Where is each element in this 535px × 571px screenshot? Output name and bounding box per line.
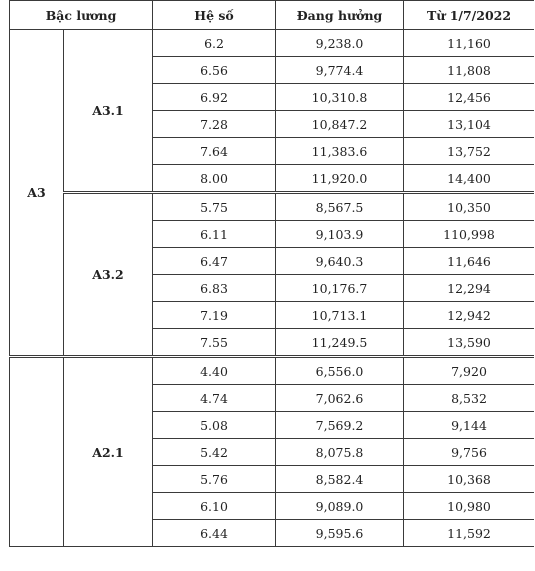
- dang-huong-cell: 9,238.0: [276, 30, 404, 57]
- tu-1-7-2022-cell: 7,920: [404, 357, 534, 385]
- he-so-cell: 5.75: [153, 193, 276, 221]
- rank-cell: [10, 357, 64, 547]
- dang-huong-cell: 9,774.4: [276, 57, 404, 84]
- he-so-cell: 5.08: [153, 412, 276, 439]
- he-so-cell: 6.56: [153, 57, 276, 84]
- he-so-cell: 6.47: [153, 248, 276, 275]
- dang-huong-cell: 10,713.1: [276, 302, 404, 329]
- tu-1-7-2022-cell: 11,592: [404, 520, 534, 547]
- dang-huong-cell: 11,383.6: [276, 138, 404, 165]
- tu-1-7-2022-cell: 11,160: [404, 30, 534, 57]
- subgroup-cell: A3.1: [64, 30, 153, 193]
- he-so-cell: 6.44: [153, 520, 276, 547]
- subgroup-cell: A3.2: [64, 193, 153, 357]
- tu-1-7-2022-cell: 110,998: [404, 221, 534, 248]
- tu-1-7-2022-cell: 9,756: [404, 439, 534, 466]
- dang-huong-cell: 8,567.5: [276, 193, 404, 221]
- header-he-so: Hệ số: [153, 1, 276, 30]
- dang-huong-cell: 9,595.6: [276, 520, 404, 547]
- dang-huong-cell: 11,249.5: [276, 329, 404, 357]
- tu-1-7-2022-cell: 13,752: [404, 138, 534, 165]
- he-so-cell: 6.2: [153, 30, 276, 57]
- dang-huong-cell: 8,582.4: [276, 466, 404, 493]
- dang-huong-cell: 10,176.7: [276, 275, 404, 302]
- he-so-cell: 7.28: [153, 111, 276, 138]
- dang-huong-cell: 9,103.9: [276, 221, 404, 248]
- he-so-cell: 7.55: [153, 329, 276, 357]
- he-so-cell: 4.74: [153, 385, 276, 412]
- table-row: [10, 30, 535, 57]
- header-tu-1-7-2022: Từ 1/7/2022: [404, 1, 534, 30]
- dang-huong-cell: 10,310.8: [276, 84, 404, 111]
- he-so-cell: 5.76: [153, 466, 276, 493]
- subgroup-cell: A2.1: [64, 357, 153, 547]
- tu-1-7-2022-cell: 11,808: [404, 57, 534, 84]
- dang-huong-cell: 9,089.0: [276, 493, 404, 520]
- tu-1-7-2022-cell: 9,144: [404, 412, 534, 439]
- tu-1-7-2022-cell: 14,400: [404, 165, 534, 193]
- he-so-cell: 6.10: [153, 493, 276, 520]
- tu-1-7-2022-cell: 8,532: [404, 385, 534, 412]
- table-row: [10, 357, 535, 385]
- tu-1-7-2022-cell: 12,294: [404, 275, 534, 302]
- he-so-cell: 7.64: [153, 138, 276, 165]
- tu-1-7-2022-cell: 13,104: [404, 111, 534, 138]
- header-dang-huong: Đang hưởng: [276, 1, 404, 30]
- table-body: [10, 30, 535, 547]
- dang-huong-cell: 10,847.2: [276, 111, 404, 138]
- salary-table: [9, 0, 534, 547]
- he-so-cell: 6.83: [153, 275, 276, 302]
- salary-table-region: [9, 0, 534, 571]
- dang-huong-cell: 7,569.2: [276, 412, 404, 439]
- he-so-cell: 8.00: [153, 165, 276, 193]
- tu-1-7-2022-cell: 11,646: [404, 248, 534, 275]
- dang-huong-cell: 6,556.0: [276, 357, 404, 385]
- tu-1-7-2022-cell: 12,456: [404, 84, 534, 111]
- tu-1-7-2022-cell: 10,350: [404, 193, 534, 221]
- header-row: [10, 1, 535, 30]
- he-so-cell: 5.42: [153, 439, 276, 466]
- tu-1-7-2022-cell: 10,980: [404, 493, 534, 520]
- dang-huong-cell: 7,062.6: [276, 385, 404, 412]
- he-so-cell: 7.19: [153, 302, 276, 329]
- tu-1-7-2022-cell: 12,942: [404, 302, 534, 329]
- he-so-cell: 4.40: [153, 357, 276, 385]
- he-so-cell: 6.11: [153, 221, 276, 248]
- dang-huong-cell: 11,920.0: [276, 165, 404, 193]
- dang-huong-cell: 9,640.3: [276, 248, 404, 275]
- tu-1-7-2022-cell: 10,368: [404, 466, 534, 493]
- header-bac-luong: Bậc lương: [10, 1, 153, 30]
- rank-cell: A3: [10, 30, 64, 357]
- table-row: [10, 193, 535, 221]
- tu-1-7-2022-cell: 13,590: [404, 329, 534, 357]
- he-so-cell: 6.92: [153, 84, 276, 111]
- dang-huong-cell: 8,075.8: [276, 439, 404, 466]
